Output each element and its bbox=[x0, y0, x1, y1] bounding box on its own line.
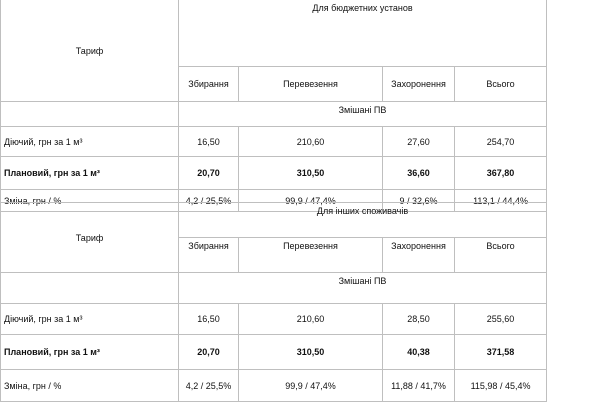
row-label: Діючий, грн за 1 м³ bbox=[1, 127, 179, 157]
tariff-header-cell: Тариф bbox=[1, 203, 179, 273]
subheader-empty-cell bbox=[1, 273, 179, 304]
cell-collection: 16,50 bbox=[179, 127, 239, 157]
cell-collection: 4,2 / 25,5% bbox=[179, 190, 239, 212]
col-header-transport: Перевезення bbox=[239, 238, 383, 273]
cell-transport: 310,50 bbox=[239, 335, 383, 370]
cell-total: 371,58 bbox=[455, 335, 547, 370]
tariff-header-cell: Тариф bbox=[1, 0, 179, 102]
tariff-table-other-consumers bbox=[0, 202, 547, 402]
row-label: Зміна, грн / % bbox=[1, 190, 179, 212]
header-row bbox=[1, 0, 547, 67]
row-label: Плановий, грн за 1 м³ bbox=[1, 157, 179, 190]
subheader-empty-cell bbox=[1, 102, 179, 127]
row-label: Зміна, грн / % bbox=[1, 370, 179, 402]
cell-disposal: 27,60 bbox=[383, 127, 455, 157]
cell-transport: 99,9 / 47,4% bbox=[239, 190, 383, 212]
cell-collection: 4,2 / 25,5% bbox=[179, 370, 239, 402]
cell-disposal: 40,38 bbox=[383, 335, 455, 370]
cell-total: 255,60 bbox=[455, 304, 547, 335]
tariff-table-budget bbox=[0, 0, 547, 212]
cell-transport: 99,9 / 47,4% bbox=[239, 370, 383, 402]
col-header-transport: Перевезення bbox=[239, 67, 383, 102]
cell-disposal: 9 / 32,6% bbox=[383, 190, 455, 212]
subheader-row bbox=[1, 102, 547, 127]
group-header-cell: Для інших споживачів bbox=[179, 203, 547, 238]
row-label: Плановий, грн за 1 м³ bbox=[1, 335, 179, 370]
cell-transport: 210,60 bbox=[239, 304, 383, 335]
cell-total: 113,1 / 44,4% bbox=[455, 190, 547, 212]
cell-disposal: 11,88 / 41,7% bbox=[383, 370, 455, 402]
cell-transport: 210,60 bbox=[239, 127, 383, 157]
cell-disposal: 28,50 bbox=[383, 304, 455, 335]
row-label: Діючий, грн за 1 м³ bbox=[1, 304, 179, 335]
cell-total: 115,98 / 45,4% bbox=[455, 370, 547, 402]
cell-collection: 20,70 bbox=[179, 157, 239, 190]
table-row bbox=[1, 370, 547, 402]
subheader-cell: Змішані ПВ bbox=[179, 102, 547, 127]
header-row bbox=[1, 203, 547, 238]
subheader-row bbox=[1, 273, 547, 304]
cell-total: 254,70 bbox=[455, 127, 547, 157]
col-header-collection: Збирання bbox=[179, 238, 239, 273]
col-header-total: Всього bbox=[455, 238, 547, 273]
cell-total: 367,80 bbox=[455, 157, 547, 190]
cell-transport: 310,50 bbox=[239, 157, 383, 190]
col-header-disposal: Захоронення bbox=[383, 238, 455, 273]
group-header-cell: Для бюджетних установ bbox=[179, 0, 547, 67]
table-row bbox=[1, 304, 547, 335]
col-header-disposal: Захоронення bbox=[383, 67, 455, 102]
cell-collection: 20,70 bbox=[179, 335, 239, 370]
cell-disposal: 36,60 bbox=[383, 157, 455, 190]
subheader-cell: Змішані ПВ bbox=[179, 273, 547, 304]
table-row bbox=[1, 335, 547, 370]
col-header-total: Всього bbox=[455, 67, 547, 102]
cell-collection: 16,50 bbox=[179, 304, 239, 335]
col-header-collection: Збирання bbox=[179, 67, 239, 102]
table-row bbox=[1, 127, 547, 157]
table-row bbox=[1, 157, 547, 190]
